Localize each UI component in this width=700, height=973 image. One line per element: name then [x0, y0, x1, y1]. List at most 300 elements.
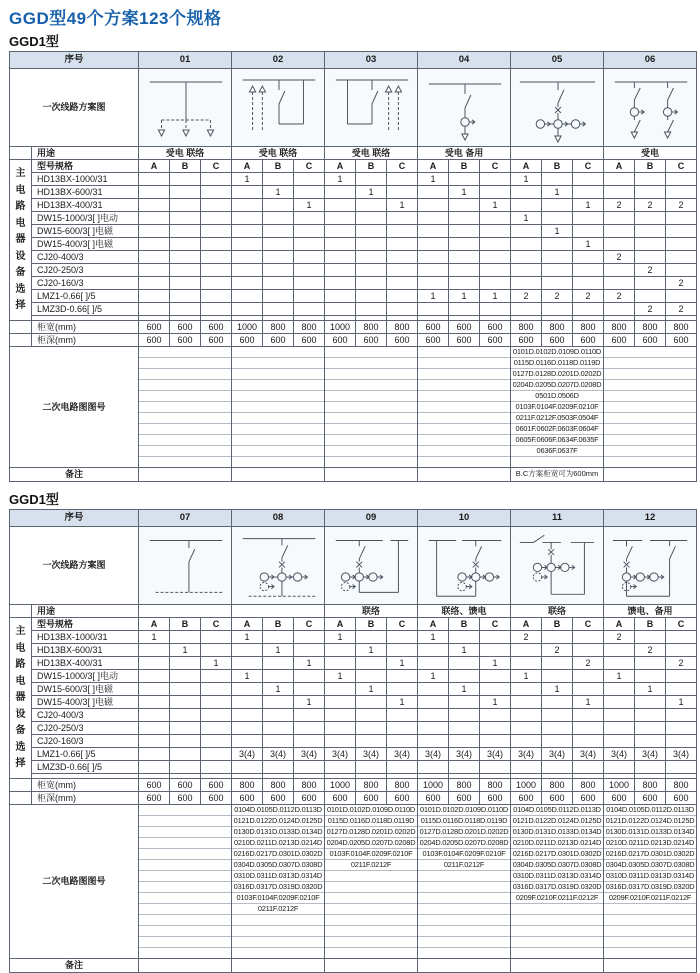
cabinet-width-cell: 800 — [449, 779, 480, 792]
value-cell: 2 — [542, 644, 573, 657]
model-label: LMZ1-0.66[ ]/5 — [32, 290, 139, 303]
model-label: CJ20-400/3 — [32, 251, 139, 264]
scheme-diagram-07 — [139, 527, 232, 605]
diagram-graphic — [140, 529, 231, 602]
value-cell: 2 — [666, 199, 697, 212]
cabinet-width-cell: 800 — [604, 321, 635, 334]
value-cell — [387, 225, 418, 238]
scheme-diagram-03 — [325, 69, 418, 147]
value-cell — [201, 225, 232, 238]
value-cell — [666, 644, 697, 657]
model-label: LMZ1-0.66[ ]/5 — [32, 748, 139, 761]
figure-line — [418, 413, 510, 424]
cabinet-depth-cell: 600 — [294, 334, 325, 347]
value-cell — [139, 264, 170, 277]
value-cell — [139, 251, 170, 264]
cabinet-depth-cell: 600 — [170, 334, 201, 347]
figure-line — [232, 424, 324, 435]
value-cell: 1 — [418, 670, 449, 683]
figure-numbers-cell-03 — [325, 347, 418, 468]
figure-line: 0121D.0122D.0124D.0125D — [605, 816, 695, 825]
value-cell: 1 — [418, 173, 449, 186]
strip-spacer — [10, 792, 32, 805]
value-cell: 1 — [480, 657, 511, 670]
value-cell — [511, 644, 542, 657]
value-cell — [325, 212, 356, 225]
value-cell — [418, 735, 449, 748]
figure-line: 0210D.0211D.0213D.0214D — [605, 838, 695, 847]
value-cell — [449, 212, 480, 225]
value-cell — [325, 696, 356, 709]
value-cell — [573, 735, 604, 748]
value-cell: 1 — [170, 644, 201, 657]
cabinet-width-cell: 800 — [263, 321, 294, 334]
value-cell — [480, 670, 511, 683]
figure-line: 0127D.0128D.0201D.0202D — [326, 827, 416, 836]
model-label: CJ20-400/3 — [32, 709, 139, 722]
strip-spacer — [10, 334, 32, 347]
figure-line — [139, 882, 231, 893]
subcol-header: B — [170, 160, 201, 173]
value-cell — [263, 761, 294, 774]
value-cell — [232, 199, 263, 212]
figure-line — [604, 402, 696, 413]
value-cell — [511, 277, 542, 290]
value-cell: 3(4) — [232, 748, 263, 761]
remark-cell-05: B.C方案柜宽可为600mm — [511, 468, 604, 482]
value-cell — [604, 683, 635, 696]
model-label: HD13BX-400/31 — [32, 199, 139, 212]
value-cell: 1 — [511, 173, 542, 186]
value-cell — [201, 631, 232, 644]
subcol-header: B — [635, 160, 666, 173]
subcol-header: A — [511, 618, 542, 631]
figure-line: 0115D.0116D.0118D.0119D — [325, 816, 417, 827]
subcol-header: C — [294, 618, 325, 631]
subcol-header: B — [449, 160, 480, 173]
value-cell — [139, 225, 170, 238]
cabinet-width-cell: 800 — [666, 779, 697, 792]
value-cell — [201, 748, 232, 761]
value-cell: 2 — [666, 303, 697, 316]
cabinet-depth-cell: 600 — [511, 334, 542, 347]
remark-cell-03 — [325, 468, 418, 482]
usage-cell-01: 受电 联络 — [139, 147, 232, 160]
figure-numbers-cell-04 — [418, 347, 511, 468]
figure-numbers-cell-01 — [139, 347, 232, 468]
value-cell — [604, 709, 635, 722]
value-cell — [573, 225, 604, 238]
figure-line — [418, 948, 510, 958]
remark-cell-08 — [232, 959, 325, 973]
model-label: DW15-600/3[ ]电磁 — [32, 225, 139, 238]
value-cell — [418, 644, 449, 657]
figure-line — [139, 926, 231, 937]
figure-line — [325, 424, 417, 435]
scheme-number-08: 08 — [232, 510, 325, 527]
value-cell — [635, 670, 666, 683]
figure-line — [604, 391, 696, 402]
figure-line — [232, 402, 324, 413]
figure-line — [511, 948, 603, 958]
value-cell: 2 — [666, 277, 697, 290]
cabinet-width-cell: 800 — [387, 321, 418, 334]
subcol-header: B — [263, 618, 294, 631]
value-cell — [170, 761, 201, 774]
cabinet-depth-cell: 600 — [325, 334, 356, 347]
value-cell — [294, 303, 325, 316]
cabinet-width-cell: 600 — [201, 321, 232, 334]
strip-spacer — [10, 605, 32, 618]
value-cell — [480, 722, 511, 735]
figure-line: 0103F.0104F.0209F.0210F — [418, 849, 510, 860]
value-cell — [263, 631, 294, 644]
value-cell — [418, 722, 449, 735]
value-cell — [201, 670, 232, 683]
cabinet-depth-cell: 600 — [635, 334, 666, 347]
figure-line — [604, 424, 696, 435]
cabinet-width-cell: 600 — [201, 779, 232, 792]
value-cell — [170, 303, 201, 316]
model-label: HD13BX-1000/31 — [32, 631, 139, 644]
figure-line: 0316D.0317D.0319D.0320D — [233, 882, 323, 891]
figure-numbers-cell-12 — [604, 805, 697, 959]
figure-line — [418, 904, 510, 915]
figure-line — [604, 904, 696, 915]
cabinet-width-cell: 800 — [542, 321, 573, 334]
value-cell — [666, 722, 697, 735]
value-cell — [387, 683, 418, 696]
model-label: DW15-400/3[ ]电磁 — [32, 696, 139, 709]
value-cell — [294, 251, 325, 264]
value-cell — [635, 696, 666, 709]
figure-line — [325, 391, 417, 402]
value-cell — [170, 173, 201, 186]
cabinet-depth-cell: 600 — [573, 792, 604, 805]
value-cell: 2 — [635, 644, 666, 657]
value-cell — [325, 225, 356, 238]
value-cell — [666, 290, 697, 303]
subcol-header: C — [387, 618, 418, 631]
value-cell — [294, 644, 325, 657]
value-cell — [263, 303, 294, 316]
value-cell — [356, 212, 387, 225]
value-cell — [201, 644, 232, 657]
value-cell — [263, 657, 294, 670]
value-cell — [139, 696, 170, 709]
value-cell — [294, 735, 325, 748]
value-cell — [542, 696, 573, 709]
side-vertical-label — [10, 160, 32, 321]
value-cell: 1 — [232, 631, 263, 644]
value-cell — [449, 238, 480, 251]
figure-line — [139, 424, 231, 435]
value-cell: 1 — [325, 670, 356, 683]
value-cell — [139, 199, 170, 212]
value-cell — [263, 212, 294, 225]
value-cell — [573, 670, 604, 683]
value-cell — [201, 199, 232, 212]
scheme-diagram-label: 一次线路方案图 — [10, 527, 139, 605]
serial-label: 序号 — [10, 52, 139, 69]
value-cell — [449, 761, 480, 774]
usage-cell-04: 受电 备用 — [418, 147, 511, 160]
cabinet-depth-cell: 600 — [666, 792, 697, 805]
value-cell — [635, 290, 666, 303]
value-cell — [418, 761, 449, 774]
cabinet-depth-cell: 600 — [201, 334, 232, 347]
cabinet-width-cell: 800 — [356, 779, 387, 792]
value-cell — [511, 735, 542, 748]
value-cell — [418, 683, 449, 696]
value-cell: 1 — [387, 696, 418, 709]
value-cell — [325, 761, 356, 774]
value-cell: 3(4) — [356, 748, 387, 761]
value-cell — [387, 212, 418, 225]
scheme-number-10: 10 — [418, 510, 511, 527]
value-cell — [325, 277, 356, 290]
cabinet-width-cell: 800 — [480, 779, 511, 792]
figure-line: 0501D.0506D — [511, 391, 603, 402]
value-cell — [635, 212, 666, 225]
figure-numbers-cell-06 — [604, 347, 697, 468]
value-cell — [542, 670, 573, 683]
value-cell — [232, 644, 263, 657]
cabinet-depth-cell: 600 — [666, 334, 697, 347]
figure-line: 0104D.0105D.0112D.0113D — [232, 805, 324, 816]
value-cell — [263, 696, 294, 709]
value-cell — [232, 709, 263, 722]
value-cell — [666, 761, 697, 774]
value-cell — [201, 186, 232, 199]
value-cell — [666, 631, 697, 644]
diagram-graphic — [233, 70, 324, 146]
value-cell: 1 — [356, 683, 387, 696]
figure-line: 0304D.0305D.0307D.0308D — [512, 860, 602, 869]
value-cell — [356, 303, 387, 316]
figure-line — [604, 948, 696, 958]
cabinet-width-cell: 600 — [170, 321, 201, 334]
cabinet-width-cell: 1000 — [511, 779, 542, 792]
value-cell — [294, 722, 325, 735]
value-cell — [263, 251, 294, 264]
value-cell — [232, 264, 263, 277]
value-cell — [294, 225, 325, 238]
diagram-graphic — [419, 70, 510, 146]
scheme-diagram-08 — [232, 527, 325, 605]
value-cell — [418, 696, 449, 709]
value-cell: 1 — [449, 683, 480, 696]
cabinet-width-cell: 600 — [139, 779, 170, 792]
figure-line — [325, 457, 417, 467]
cabinet-depth-cell: 600 — [418, 334, 449, 347]
value-cell — [263, 225, 294, 238]
value-cell — [604, 722, 635, 735]
subcol-header: A — [604, 160, 635, 173]
figure-line — [325, 937, 417, 948]
value-cell — [635, 238, 666, 251]
value-cell — [325, 644, 356, 657]
value-cell — [387, 670, 418, 683]
figure-line — [139, 816, 231, 827]
figure-line — [232, 391, 324, 402]
figure-line: 0121D.0122D.0124D.0125D — [233, 816, 323, 825]
figure-numbers-cell-07 — [139, 805, 232, 959]
value-cell — [542, 238, 573, 251]
value-cell: 1 — [263, 683, 294, 696]
scheme-diagram-04 — [418, 69, 511, 147]
value-cell — [139, 277, 170, 290]
value-cell — [263, 722, 294, 735]
value-cell — [511, 251, 542, 264]
value-cell — [387, 277, 418, 290]
model-label: CJ20-160/3 — [32, 735, 139, 748]
value-cell: 3(4) — [418, 748, 449, 761]
model-label: HD13BX-400/31 — [32, 657, 139, 670]
figure-line — [232, 435, 324, 446]
figure-line: 0101D.0102D.0109D.0110D — [419, 805, 509, 814]
value-cell — [635, 251, 666, 264]
value-cell — [139, 683, 170, 696]
value-cell — [356, 173, 387, 186]
value-cell — [387, 761, 418, 774]
cabinet-depth-cell: 600 — [356, 334, 387, 347]
value-cell — [449, 657, 480, 670]
cabinet-depth-cell: 600 — [604, 334, 635, 347]
value-cell — [294, 186, 325, 199]
cabinet-width-cell: 800 — [356, 321, 387, 334]
value-cell — [418, 199, 449, 212]
figure-line — [418, 347, 510, 358]
figure-line — [139, 457, 231, 467]
figure-line — [325, 369, 417, 380]
value-cell — [294, 709, 325, 722]
value-cell: 1 — [263, 644, 294, 657]
usage-cell-03: 受电 联络 — [325, 147, 418, 160]
figure-line: 0104D.0105D.0112D.0113D — [604, 805, 696, 816]
value-cell — [511, 696, 542, 709]
figure-line — [325, 413, 417, 424]
value-cell — [325, 735, 356, 748]
figure-line — [604, 435, 696, 446]
cabinet-depth-cell: 600 — [449, 334, 480, 347]
usage-label: 用途 — [32, 147, 139, 160]
value-cell — [449, 277, 480, 290]
figure-line — [325, 882, 417, 893]
value-cell: 3(4) — [666, 748, 697, 761]
subcol-header: B — [635, 618, 666, 631]
value-cell — [139, 735, 170, 748]
figure-line — [418, 882, 510, 893]
figure-line: 0601F.0602F.0603F.0604F — [511, 424, 603, 435]
value-cell — [666, 186, 697, 199]
figure-line — [418, 457, 510, 467]
figure-line: 0204D.0205D.0207D.0208D — [419, 838, 509, 847]
value-cell — [201, 173, 232, 186]
value-cell — [542, 631, 573, 644]
value-cell — [542, 657, 573, 670]
value-cell: 1 — [542, 683, 573, 696]
figure-line — [604, 446, 696, 457]
value-cell — [325, 186, 356, 199]
figure-numbers-cell-10 — [418, 805, 511, 959]
value-cell — [232, 238, 263, 251]
value-cell — [139, 657, 170, 670]
value-cell: 1 — [201, 657, 232, 670]
value-cell: 1 — [263, 186, 294, 199]
value-cell — [480, 709, 511, 722]
cabinet-depth-cell: 600 — [542, 334, 573, 347]
value-cell — [232, 657, 263, 670]
figure-line — [604, 413, 696, 424]
figure-line — [232, 358, 324, 369]
value-cell — [573, 644, 604, 657]
remark-cell-06 — [604, 468, 697, 482]
figure-line — [232, 948, 324, 958]
subcol-header: A — [511, 160, 542, 173]
scheme-diagram-11 — [511, 527, 604, 605]
cabinet-width-cell: 800 — [635, 779, 666, 792]
usage-cell-02: 受电 联络 — [232, 147, 325, 160]
value-cell — [201, 735, 232, 748]
figure-line — [139, 871, 231, 882]
value-cell — [604, 644, 635, 657]
value-cell — [511, 303, 542, 316]
scheme-diagram-02 — [232, 69, 325, 147]
usage-cell-07 — [139, 605, 232, 618]
figure-line — [511, 915, 603, 926]
value-cell: 1 — [356, 186, 387, 199]
value-cell — [542, 264, 573, 277]
value-cell — [666, 238, 697, 251]
value-cell — [480, 264, 511, 277]
value-cell: 1 — [387, 657, 418, 670]
figure-line — [325, 926, 417, 937]
value-cell — [139, 709, 170, 722]
model-label: HD13BX-600/31 — [32, 644, 139, 657]
value-cell — [449, 199, 480, 212]
value-cell — [511, 709, 542, 722]
figure-line: 0211F.0212F — [232, 904, 324, 915]
figure-line: 0216D.0217D.0301D.0302D — [605, 849, 695, 858]
figure-line: 0216D.0217D.0301D.0302D — [233, 849, 323, 858]
value-cell: 1 — [418, 290, 449, 303]
figure-line: 0130D.0131D.0133D.0134D — [605, 827, 695, 836]
value-cell — [418, 657, 449, 670]
value-cell — [387, 264, 418, 277]
secondary-diagram-label: 二次电路图图号 — [10, 347, 139, 468]
model-label: CJ20-250/3 — [32, 722, 139, 735]
value-cell — [418, 186, 449, 199]
section-label-2: GGD1型 — [9, 492, 59, 507]
subcol-header: A — [418, 160, 449, 173]
value-cell — [263, 709, 294, 722]
value-cell — [449, 303, 480, 316]
value-cell — [356, 238, 387, 251]
value-cell — [449, 696, 480, 709]
remark-cell-07 — [139, 959, 232, 973]
value-cell — [573, 631, 604, 644]
serial-label: 序号 — [10, 510, 139, 527]
value-cell — [480, 631, 511, 644]
figure-line — [139, 347, 231, 358]
figure-line — [139, 838, 231, 849]
value-cell: 1 — [387, 199, 418, 212]
figure-line — [418, 402, 510, 413]
value-cell — [294, 631, 325, 644]
value-cell — [604, 735, 635, 748]
cabinet-depth-cell: 600 — [139, 792, 170, 805]
